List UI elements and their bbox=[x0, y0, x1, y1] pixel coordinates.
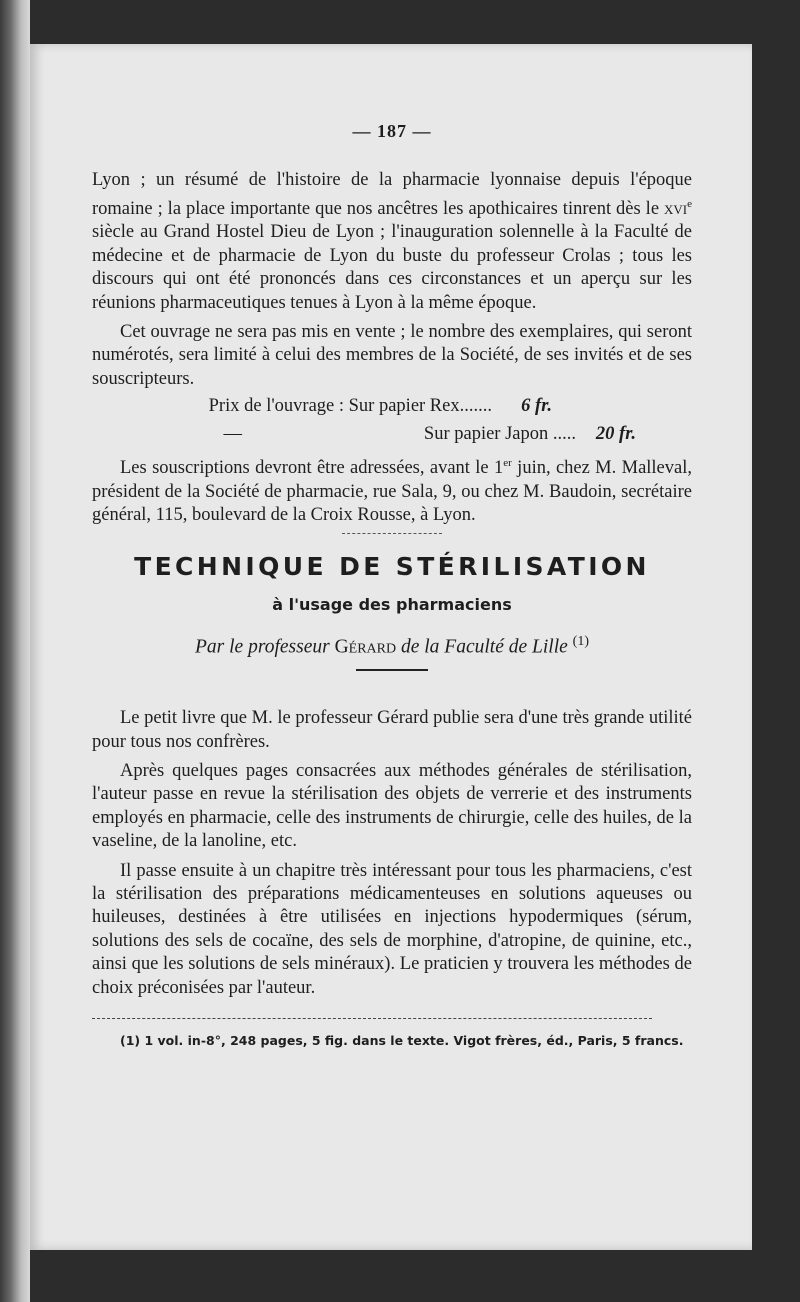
subscription-paragraph: Les souscriptions devront être adressées, avant le 1er juin, chez M. Malleval, président de la Société de pharmacie, rue Sala, 9, ou chez M. Baudoin, secrétaire général, 115, boulevard de la Croix Rousse, à Lyon. bbox=[92, 457, 692, 525]
price-japon-dash: — bbox=[223, 423, 242, 444]
price-japon-amount: 20 fr. bbox=[595, 423, 636, 444]
article-subtitle: à l'usage des pharmaciens bbox=[272, 594, 512, 614]
article-paragraph-2: Après quelques pages consacrées aux méthodes générales de stérilisation, l'auteur passe en revue la stérilisation des objets de verrerie et des instruments employés en pharmacie, celle des instruments de chirurgie, celle des huiles, de la vaseline, de la lanoline, etc. bbox=[92, 760, 692, 852]
article-paragraph-3: Il passe ensuite à un chapitre très intéressant pour tous les pharmaciens, c'est la stérilisation des préparations médicamenteuses en solutions aqueuses ou huileuses, destinées à être utilisées en injections hypodermiques (sérum, solutions des sels de cocaïne, des sels de morphine, d'atropine, de quinine, etc., ainsi que les solutions de sels minéraux). Le praticien y trouvera les méthodes de choix préconisées par l'auteur. bbox=[92, 860, 692, 998]
price-rex-amount: 6 fr. bbox=[521, 396, 552, 417]
article-paragraph-1: Le petit livre que M. le professeur Gérard publie sera d'une très grande utilité pour tous nos confrères. bbox=[92, 708, 692, 752]
book-binding-edge bbox=[0, 0, 30, 1302]
footnote-rule bbox=[92, 1018, 652, 1019]
intro-paragraph-1: Lyon ; un résumé de l'histoire de la pharmacie lyonnaise depuis l'époque romaine ; la place importante que nos ancêtres les apothicaires tinrent dès le xvi$^e$ siècle au Grand Hostel Dieu de Lyon ; l'inauguration solennelle à la Faculté de médecine et de pharmacie de Lyon du buste du professeur Crolas ; tous les discours qui ont été prononcés dans ces circonstances et un aperçu sur les réunions pharmaceutiques tenues à Lyon à la même époque. bbox=[92, 170, 692, 313]
page-number: — 187 — bbox=[352, 121, 432, 141]
page-content bbox=[92, 120, 692, 1050]
author-prefix: Par le professeur bbox=[195, 636, 330, 658]
price-rex-label: Prix de l'ouvrage : Sur papier Rex....... bbox=[208, 396, 492, 417]
author-suffix: de la Faculté de Lille bbox=[400, 636, 568, 658]
section-separator bbox=[342, 533, 442, 535]
article-author-line bbox=[92, 630, 692, 659]
book-page bbox=[30, 44, 752, 1250]
footnote: (1) 1 vol. in-8°, 248 pages, 5 fig. dans le texte. Vigot frères, éd., Paris, 5 francs. bbox=[120, 1033, 684, 1048]
article-title: TECHNIQUE DE STÉRILISATION bbox=[134, 552, 650, 582]
intro-paragraph-2: Cet ouvrage ne sera pas mis en vente ; le nombre des exemplaires, qui seront numérotés, sera limité à celui des membres de la Société, de ses invités et de ses souscripteurs. bbox=[92, 322, 692, 389]
price-row-rex bbox=[92, 395, 692, 418]
author-name: Gérard bbox=[334, 636, 397, 658]
price-japon-label: Sur papier Japon ..... bbox=[423, 423, 576, 444]
footnote-reference: (1) bbox=[572, 634, 589, 650]
price-row-japon bbox=[92, 423, 692, 446]
